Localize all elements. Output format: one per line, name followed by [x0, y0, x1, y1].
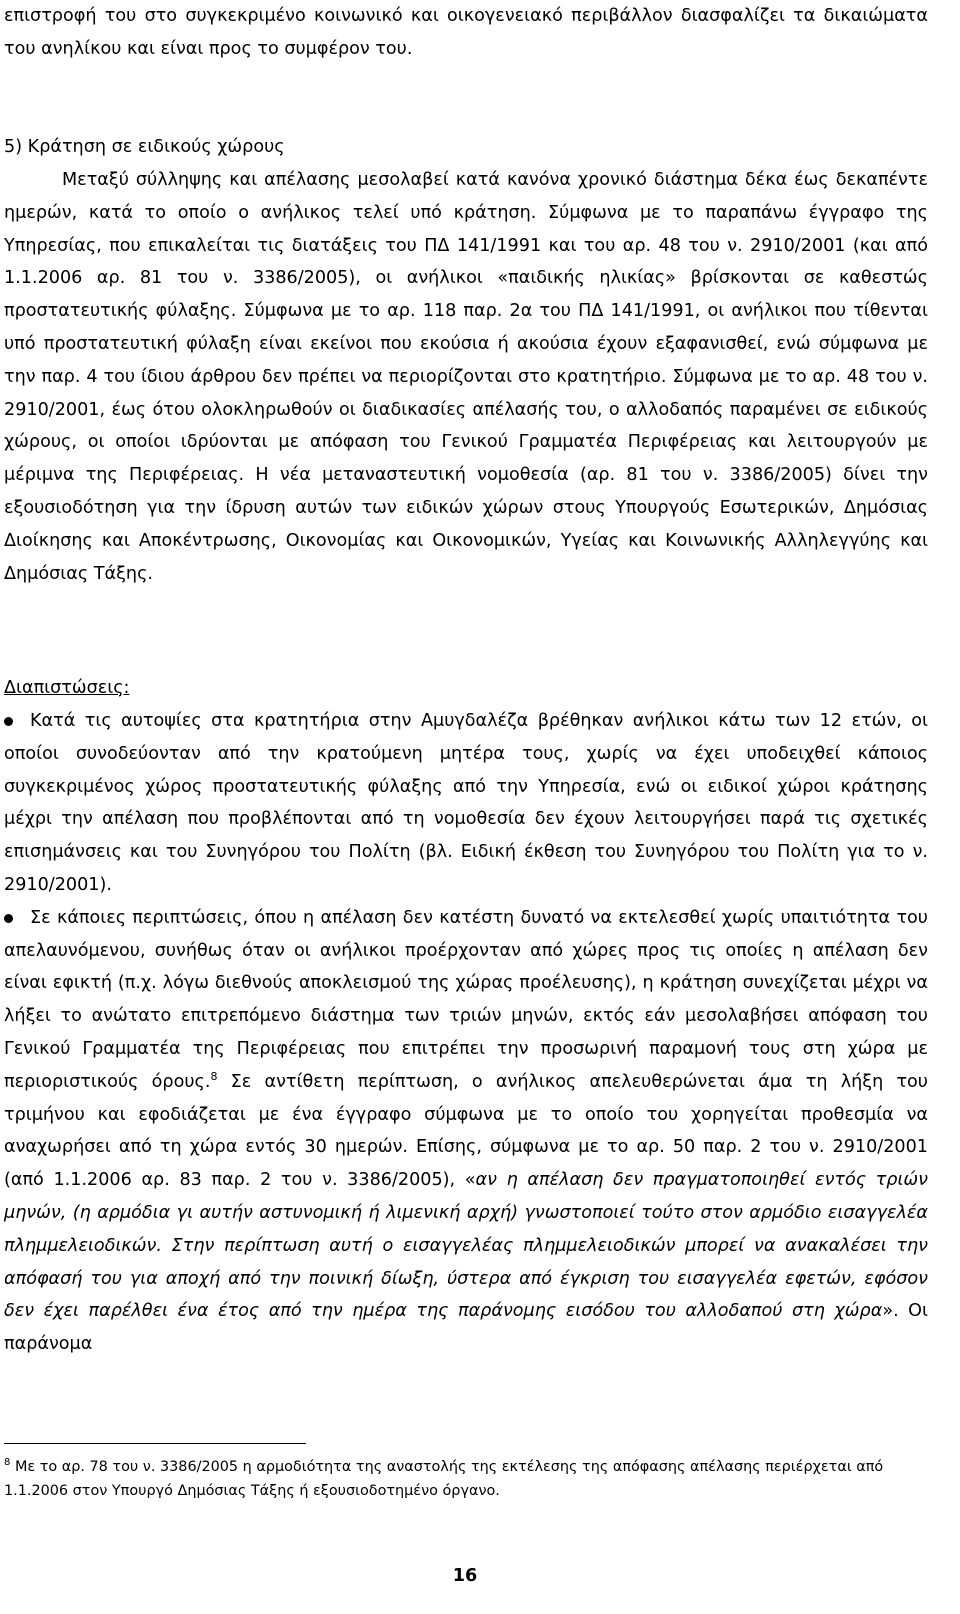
quoted-law-text: αν η απέλαση δεν πραγματοποιηθεί εντός τριών μηνών, (η αρμόδια γι αυτήν αστυνομική ή λιμενική αρχή) γνωστοποιεί τούτο στον αρμόδιο εισαγγελέα πλημμελειοδικών. Στην περίπτωση αυτή ο εισαγγελέας πλημμελειοδικών μπορεί να ανακαλέσει την απόφασή του για αποχή από την ποινική δίωξη, ύστερα από έγκριση του εισαγγελέα εφετών, εφόσον δεν έχει παρέλθει ένα έτος από την ημέρα της παράνομης εισόδου του αλλοδαπού στη χώρα — [4, 1170, 928, 1322]
section-paragraph: Μεταξύ σύλληψης και απέλασης μεσολαβεί κατά κανόνα χρονικό διάστημα δέκα έως δεκαπέντε ημερών, κατά το οποίο ο ανήλικος τελεί υπό κράτηση. Σύμφωνα με το παραπάνω έγγραφο της Υπηρεσίας, που επικαλείται τις διατάξεις του ΠΔ 141/1991 και του αρ. 48 του ν. 2910/2001 (και από 1.1.2006 αρ. 81 του ν. 3386/2005), οι ανήλικοι «παιδικής ηλικίας» βρίσκονται σε καθεστώς προστατευτικής φύλαξης. Σύμφωνα με το αρ. 118 παρ. 2α του ΠΔ 141/1991, οι ανήλικοι που τίθενται υπό προστατευτική φύλαξη είναι εκείνοι που εκούσια ή ακούσια έχουν εξαφανισθεί, ενώ σύμφωνα με την παρ. 4 του ίδιου άρθρου δεν πρέπει να περιορίζονται στο κρατητήριο. Σύμφωνα με το αρ. 48 του ν. 2910/2001, έως ότου ολοκληρωθούν οι διαδικασίες απέλασής του, ο αλλοδαπός παραμένει σε ειδικούς χώρους, οι οποίοι ιδρύονται με απόφαση του Γενικού Γραμματέα Περιφέρειας και λειτουργούν με μέριμνα της Περιφέρειας. Η νέα μεταναστευτική νομοθεσία (αρ. 81 του ν. 3386/2005) δίνει την εξουσιοδότηση για την ίδρυση αυτών των ειδικών χώρων στους Υπουργούς Εσωτερικών, Δημόσιας Διοίκησης και Αποκέντρωσης, Οικονομίας και Οικονομικών, Υγείας και Κοινωνικής Αλληλεγγύης και Δημόσιας Τάξης. — [4, 170, 928, 584]
list-item — [4, 705, 928, 902]
bullet-text: Κατά τις αυτοψίες στα κρατητήρια στην Αμυγδαλέζα βρέθηκαν ανήλικοι κάτω των 12 ετών, οι οποίοι συνοδεύονταν από την κρατούμενη μητέρα τους, χωρίς να έχει υποδειχθεί κάποιος συγκεκριμένος χώρος προστατευτικής φύλαξης από την Υπηρεσία, ενώ οι ειδικοί χώροι κράτησης μέχρι την απέλαση που προβλέπονται από τη νομοθεσία δεν έχουν λειτουργήσει παρά τις σχετικές επισημάνσεις και του Συνηγόρου του Πολίτη (βλ. Ειδική έκθεση του Συνηγόρου του Πολίτη για το ν. 2910/2001). — [4, 711, 928, 895]
section-title: 5) Κράτηση σε ειδικούς χώρους — [4, 137, 285, 157]
bullet-icon — [4, 914, 13, 923]
bullet-text-continued: Σε αντίθετη περίπτωση, ο ανήλικος απελευθερώνεται άμα τη λήξη του τριμήνου και εφοδιάζεται με ένα έγγραφο σύμφωνα με το οποίο του χορηγείται προθεσμία να αναχωρήσει από τη χώρα εντός 30 ημερών. Επίσης, σύμφωνα με το αρ. 50 παρ. 2 του ν. 2910/2001 (από 1.1.2006 αρ. 83 παρ. 2 του ν. 3386/2005), « — [4, 1071, 928, 1191]
footnote — [4, 1455, 928, 1503]
findings-heading: Διαπιστώσεις: — [4, 678, 130, 698]
bullet-text-end: ». Οι παράνομα — [4, 1301, 928, 1355]
list-item — [4, 902, 928, 1361]
footnote-reference[interactable]: 8 — [210, 1069, 218, 1083]
footnote-number: 8 — [4, 1457, 11, 1468]
bullet-icon — [4, 717, 13, 726]
findings-list — [4, 705, 928, 1361]
footnote-separator — [4, 1443, 306, 1444]
page-number: 16 — [452, 1566, 478, 1586]
footnote-text: Με το αρ. 78 του ν. 3386/2005 η αρμοδιότητα της αναστολής της εκτέλεσης της απόφασης απέλασης περιέρχεται από 1.1.2006 στον Υπουργό Δημόσιας Τάξης ή εξουσιοδοτημένο όργανο. — [4, 1459, 884, 1499]
paragraph-continuation: επιστροφή του στο συγκεκριμένο κοινωνικό και οικογενειακό περιβάλλον διασφαλίζει τα δικαιώματα του ανηλίκου και είναι προς το συμφέρον του. — [4, 6, 928, 59]
bullet-text: Σε κάποιες περιπτώσεις, όπου η απέλαση δεν κατέστη δυνατό να εκτελεσθεί χωρίς υπαιτιότητα του απελαυνόμενου, συνήθως όταν οι ανήλικοι προέρχονταν από χώρες προς τις οποίες η απέλαση δεν είναι εφικτή (π.χ. λόγω διεθνούς αποκλεισμού της χώρας προέλευσης), η κράτηση συνεχίζεται μέχρι να λήξει το ανώτατο επιτρεπόμενο διάστημα των τριών μηνών, εκτός εάν μεσολαβήσει απόφαση του Γενικού Γραμματέα της Περιφέρειας που επιτρέπει την προσωρινή παραμονή τους στη χώρα με περιοριστικούς όρους. — [4, 907, 928, 1092]
